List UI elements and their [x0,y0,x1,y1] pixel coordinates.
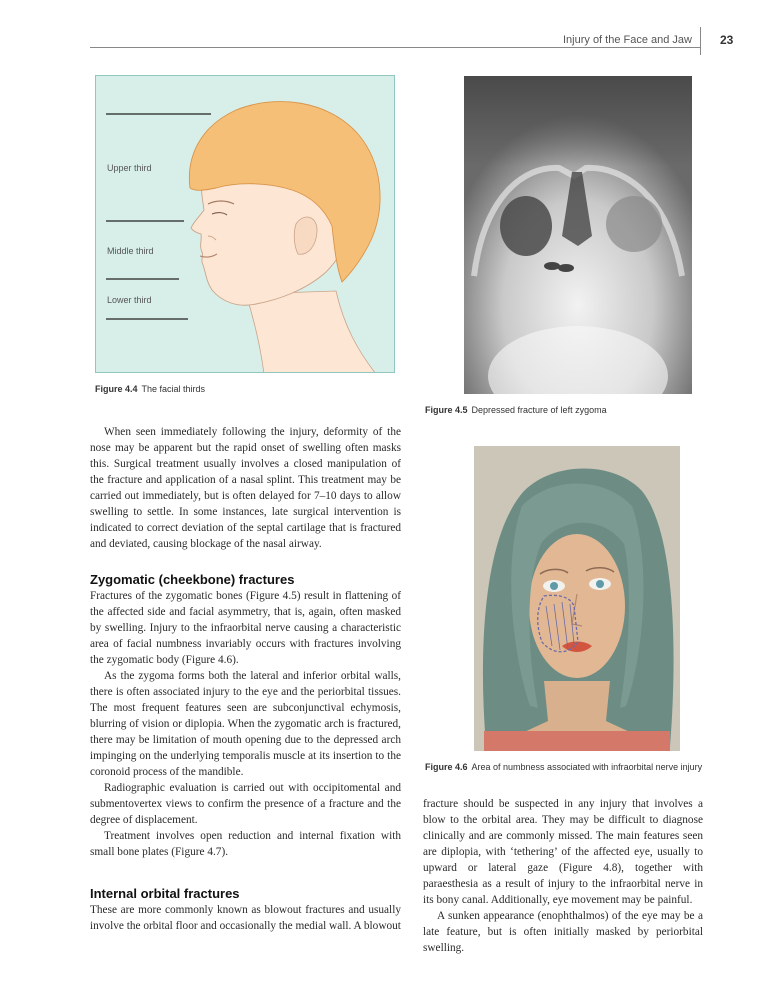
upper-third-label: Upper third [107,163,152,173]
lower-third-label: Lower third [107,295,152,305]
figure-4-6-caption [425,762,702,772]
figure-4-5-caption-text: Depressed fracture of left zygoma [471,405,607,415]
paragraph-blowout-features: fracture should be suspected in any injury that involves a blow to the orbital area. They may be difficult to diagnose clinically and are commonly missed. The main features seen are diplopia, with ‘tethering’ of the affected eye, usually to upward or lateral gaze (Figure 4.8), together with paraesthesia as a result of injury to the infraorbital nerve in its bony canal. Additionally, eye movement may be painful. [423,798,703,906]
paragraph-zygomatic-2: As the zygoma forms both the lateral and inferior orbital walls, there is often associated injury to the eye and the periorbital tissues. The most frequent features seen are subconjunctival echymosis, blurring of vision or diplopia. When the zygomatic arch is fractured, there may be limitation of mouth opening due to the depressed arch impinging on the underlying temporalis muscle at its insertion to the coronoid process of the mandible. [90,670,401,778]
figure-4-5-caption [425,405,607,415]
figure-4-5-caption-label: Figure 4.5 [425,405,468,415]
right-column [423,796,703,956]
left-column-lower [90,572,401,934]
figure-4-6-caption-label: Figure 4.6 [425,762,468,772]
paragraph-nasal-treatment: When seen immediately following the injury, deformity of the nose may be apparent but the rapid onset of swelling often masks this. Surgical treatment usually involves a closed manipulation of the fracture and application of a nasal splint. This treatment may be carried out immediately, but is often delayed for 7–10 days to allow swelling to settle. In some instances, late surgical intervention is indicated to correct deviation of the septal cartilage that is fractured and deviated, causing blockage of the nasal airway. [90,426,401,550]
paragraph-zygomatic-4: Treatment involves open reduction and internal fixation with small bone plates (Figure 4.7). [90,830,401,858]
paragraph-orbital: These are more commonly known as blowout fractures and usually involve the orbital floor and occasionally the medial wall. A blowout [90,904,401,932]
running-title: Injury of the Face and Jaw [562,34,692,46]
head-profile-illustration [96,76,395,373]
paragraph-enophthalmos: A sunken appearance (enophthalmos) of the eye may be a late feature, but is often initially masked by periorbital swelling. [423,910,703,954]
page-number: 23 [720,33,734,47]
figure-4-4-caption [95,384,205,394]
xray-image [464,76,692,394]
heading-internal-orbital-fractures: Internal orbital fractures [90,886,240,901]
figure-4-6-caption-text: Area of numbness associated with infraorbital nerve injury [471,762,703,772]
figure-4-4-caption-label: Figure 4.4 [95,384,138,394]
left-column-upper [90,424,401,552]
figure-facial-thirds [95,75,395,373]
figure-4-4-caption-text: The facial thirds [141,384,206,394]
figure-numbness-area-photo [474,446,680,751]
figure-xray-zygoma [464,76,692,394]
heading-zygomatic-fractures: Zygomatic (cheekbone) fractures [90,572,295,587]
header-divider [700,27,701,55]
paragraph-zygomatic-3: Radiographic evaluation is carried out with occipitomental and submentovertex views to confirm the presence of a fracture and the degree of displacement. [90,782,401,826]
patient-photo [474,446,680,751]
middle-third-label: Middle third [107,246,154,256]
header-rule [90,47,700,48]
paragraph-zygomatic-1: Fractures of the zygomatic bones (Figure 4.5) result in flattening of the affected side and facial asymmetry, that is, again, often masked by swelling. Injury to the infraorbital nerve causing a characteristic area of facial numbness invariably occurs with fractures involving the zygomatic body (Figure 4.6). [90,590,401,666]
